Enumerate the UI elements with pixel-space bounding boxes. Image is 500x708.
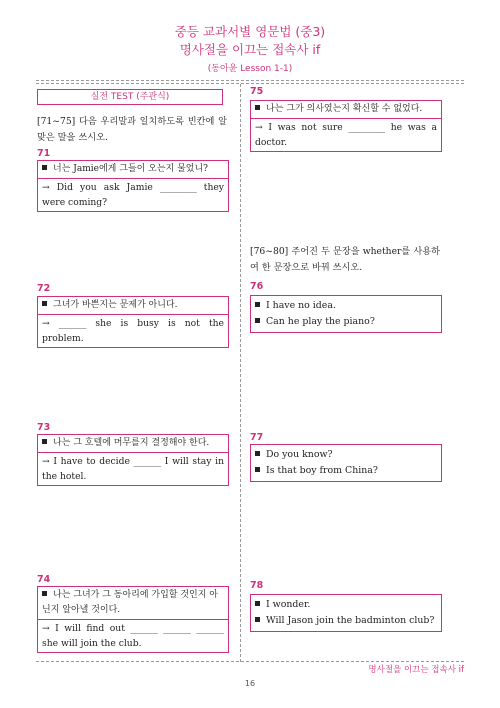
question-75-box [250, 100, 442, 152]
test-title: 실전 TEST (주관식) [90, 92, 170, 102]
top-divider [36, 80, 464, 81]
bullet-icon [255, 318, 260, 323]
question-74-korean: 나는 그녀가 그 동아리에 가입할 것인지 아닌지 알아낼 것이다. [42, 590, 218, 615]
question-number-77: 77 [250, 432, 264, 443]
question-number-75: 75 [250, 86, 264, 97]
bullet-icon [42, 439, 47, 444]
question-number-76: 76 [250, 281, 264, 292]
question-74-box [37, 586, 229, 653]
instruction-76-80: [76~80] 주어진 두 문장을 whether를 사용하여 한 문장으로 바꿔 쓰시오. [250, 246, 440, 273]
instruction-71-75: [71~75] 다음 우리말과 일치하도록 빈칸에 알맞은 말을 쓰시오. [37, 116, 227, 143]
question-71-answer: → Did you ask Jamie ________ they were coming? [38, 178, 228, 211]
question-76-box [250, 295, 442, 333]
question-78-sentence-1: I wonder. [255, 597, 437, 613]
lesson-label: (동아윤 Lesson 1-1) [207, 64, 293, 74]
bullet-icon [255, 467, 260, 472]
question-71-box [37, 160, 229, 212]
top-divider-2 [36, 83, 464, 84]
bullet-icon [255, 451, 260, 456]
question-72-korean: 그녀가 바쁜지는 문제가 아니다. [38, 297, 228, 314]
question-78-sentence-2: Will Jason join the badminton club? [255, 613, 437, 629]
question-number-78: 78 [250, 580, 264, 591]
bottom-divider [36, 661, 464, 662]
question-number-73: 73 [37, 422, 51, 433]
question-75-korean: 나는 그가 의사였는지 확신할 수 없었다. [251, 101, 441, 118]
question-76-sentence-1: I have no idea. [255, 298, 437, 314]
question-71-korean: 너는 Jamie에게 그들이 오는지 물었니? [38, 161, 228, 178]
question-72-answer: → ______ she is busy is not the problem. [38, 314, 228, 347]
question-76-sentence-2: Can he play the piano? [255, 314, 437, 330]
question-73-box [37, 434, 229, 486]
page-number: 16 [244, 679, 256, 688]
question-73-korean: 나는 그 호텔에 머무를지 결정해야 한다. [38, 435, 228, 452]
question-number-72: 72 [37, 283, 51, 294]
column-divider [240, 84, 241, 662]
question-73-answer: → I have to decide ______ I will stay in the hotel. [38, 452, 228, 485]
footer-title: 명사절을 이끄는 접속사 if [368, 665, 464, 675]
question-77-box [250, 444, 442, 482]
bullet-icon [255, 105, 260, 110]
bullet-icon [42, 165, 47, 170]
bullet-icon [255, 601, 260, 606]
bullet-icon [42, 301, 47, 306]
question-number-74: 74 [37, 574, 51, 585]
page-subtitle: 명사절을 이끄는 접속사 if [179, 42, 321, 57]
test-title-box [37, 89, 223, 105]
question-74-answer: → I will find out ______ ______ ______ she will join the club. [38, 619, 228, 652]
question-number-71: 71 [37, 148, 51, 159]
question-77-sentence-2: Is that boy from China? [255, 463, 437, 479]
question-77-sentence-1: Do you know? [255, 447, 437, 463]
question-72-box [37, 296, 229, 348]
bullet-icon [42, 591, 47, 596]
bullet-icon [255, 617, 260, 622]
bullet-icon [255, 302, 260, 307]
page-title: 중등 교과서별 영문법 (중3) [174, 24, 326, 39]
question-78-box [250, 594, 442, 632]
question-75-answer: → I was not sure ________ he was a doctor. [251, 118, 441, 151]
